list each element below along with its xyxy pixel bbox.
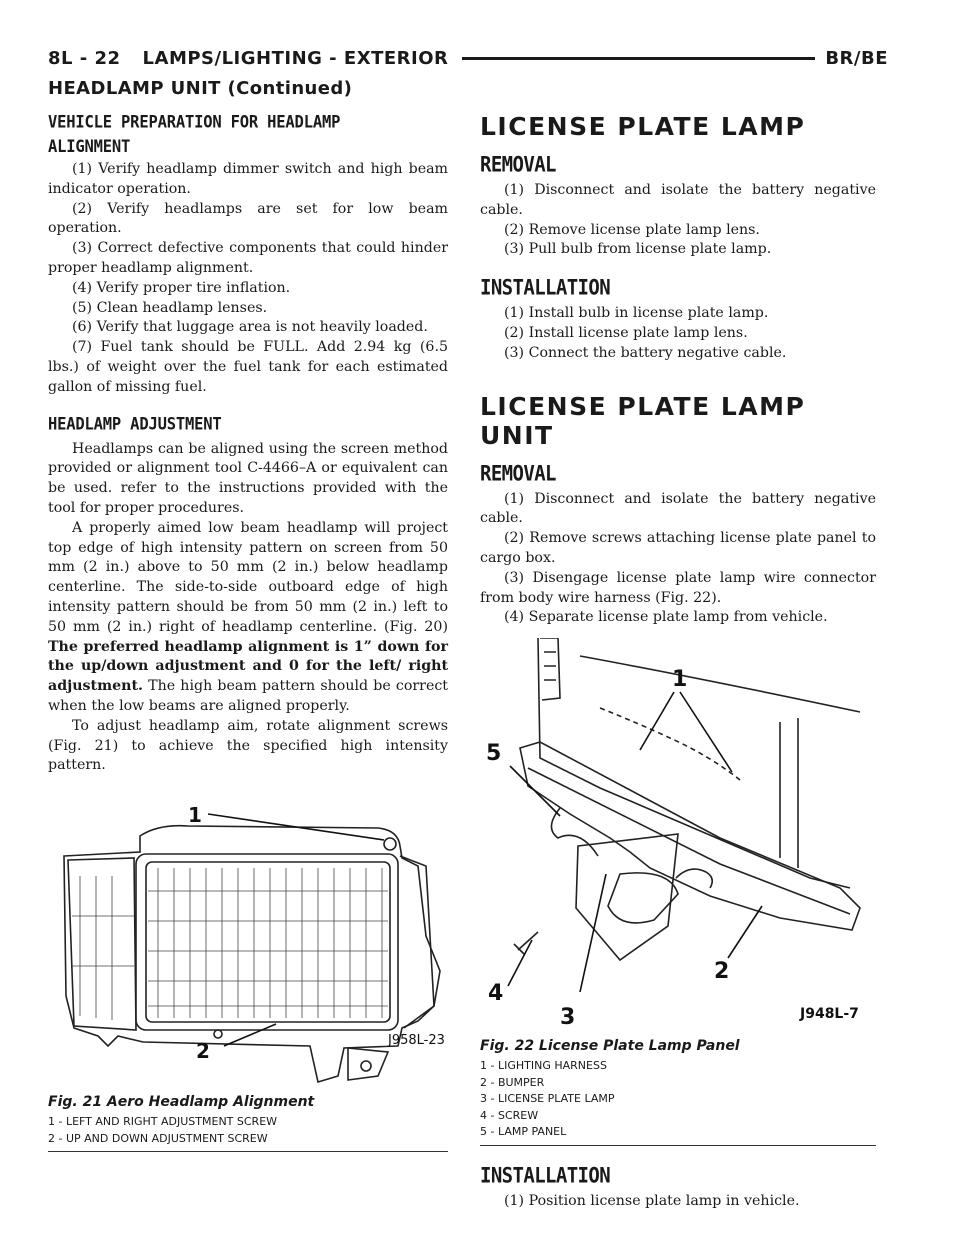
tail-light-lines (544, 652, 556, 680)
page-header (48, 44, 888, 72)
model-code: BR/BE (825, 47, 888, 69)
figure-code: J958L-23 (388, 1033, 445, 1049)
section-title: LAMPS/LIGHTING - EXTERIOR (142, 47, 449, 69)
legend-item: 3 - LICENSE PLATE LAMP (480, 1092, 615, 1106)
legend-rule (480, 1145, 876, 1146)
unit-installation-heading: INSTALLATION (480, 1163, 611, 1188)
adjust-bold-text: The preferred headlamp alignment is 1” down for the up/down adjustment and 0 for the left/ right adjustment. (48, 638, 448, 695)
license-plate-lamp-unit-heading: LICENSE PLATE LAMP UNIT (480, 391, 806, 450)
screw-top (384, 838, 396, 850)
prep-step: (6) Verify that luggage area is not heavily loaded. (72, 319, 428, 336)
adjust-paragraph-1: Headlamps can be aligned using the screen method provided or alignment tool C-4466–A or equivalent can be used. refer to the instructions provided with the tool for proper procedures. (48, 440, 448, 516)
adjust-paragraph-2 (48, 519, 448, 717)
side-panel (68, 858, 136, 1030)
box-top-line (580, 656, 860, 712)
unit-removal-step: (1) Disconnect and isolate the battery negative cable. (480, 490, 876, 527)
legend-item: 1 - LIGHTING HARNESS (480, 1059, 607, 1073)
figure-code: J948L-7 (800, 1006, 859, 1023)
lens-inner (146, 862, 390, 1022)
prep-step: (5) Clean headlamp lenses. (72, 299, 268, 316)
callout-2: 2 (196, 1039, 210, 1064)
prep-heading (48, 110, 448, 158)
screw-bottom (214, 1030, 222, 1038)
figure-21-caption: Fig. 21 Aero Headlamp Alignment (48, 1094, 315, 1111)
legend-rule (48, 1151, 448, 1152)
prep-step: (4) Verify proper tire inflation. (72, 279, 291, 296)
legend-item: 2 - UP AND DOWN ADJUSTMENT SCREW (48, 1131, 268, 1145)
continued-heading: HEADLAMP UNIT (Continued) (48, 78, 353, 99)
harness-route (600, 708, 740, 780)
lens-frame (136, 854, 398, 1030)
callout-1: 1 (672, 667, 688, 693)
prep-heading-line-1: VEHICLE PREPARATION FOR HEADLAMP (48, 112, 341, 132)
callout-1: 1 (188, 803, 202, 828)
prep-step: (1) Verify headlamp dimmer switch and high beam indicator operation. (48, 161, 448, 197)
license-plate-lamp (608, 873, 678, 923)
headlamp-illustration (48, 796, 448, 1086)
adjust-heading: HEADLAMP ADJUSTMENT (48, 413, 222, 434)
removal-heading: REMOVAL (480, 153, 556, 178)
callout-5: 5 (486, 741, 502, 767)
mount-hole (361, 1061, 371, 1071)
tailgate-edge (780, 718, 798, 868)
legend-item: 1 - LEFT AND RIGHT ADJUSTMENT SCREW (48, 1115, 278, 1129)
page-number: 8L - 22 (48, 47, 121, 69)
unit-removal-step: (2) Remove screws attaching license plate panel to cargo box. (480, 530, 876, 566)
right-column (480, 110, 876, 1211)
removal-step: (1) Disconnect and isolate the battery negative cable. (480, 182, 876, 218)
callout-2: 2 (714, 959, 730, 985)
lens-pattern (72, 868, 388, 1020)
prep-step: (7) Fuel tank should be FULL. Add 2.94 kg (6.5 lbs.) of weight over the fuel tank for each estimated gallon of missing fuel. (48, 339, 448, 395)
figure-22-caption: Fig. 22 License Plate Lamp Panel (480, 1038, 740, 1055)
removal-step: (2) Remove license plate lamp lens. (504, 221, 760, 238)
prep-step: (3) Correct defective components that could hinder proper headlamp alignment. (48, 240, 448, 276)
unit-removal-heading: REMOVAL (480, 461, 556, 486)
install-step: (1) Install bulb in license plate lamp. (504, 305, 769, 322)
installation-heading: INSTALLATION (480, 276, 611, 301)
left-column (48, 110, 448, 1152)
removal-step: (3) Pull bulb from license plate lamp. (504, 241, 772, 258)
housing-outline (64, 826, 440, 1082)
callout-4: 4 (488, 981, 504, 1007)
callout-3: 3 (560, 1005, 576, 1031)
adjust-text-tail: The high beam pattern should be correct when the low beams are aligned properly. (48, 678, 449, 714)
adjust-text: A properly aimed low beam headlamp will project top edge of high intensity pattern on screen from 50 mm (2 in.) above to 50 mm (2 in.) below headlamp centerline. The side-to-side outboard edge of high intensity pattern should be from 50 mm (2 in.) left to 50 mm (2 in.) right of headlamp centerline. (Fig. 20) (48, 519, 448, 635)
mount-tab (348, 1048, 388, 1080)
license-plate-lamp-heading: LICENSE PLATE LAMP (480, 112, 806, 141)
figure-21 (48, 796, 448, 1152)
prep-step: (2) Verify headlamps are set for low beam operation. (48, 200, 448, 237)
figure-22 (480, 638, 876, 1146)
license-plate-lamp-illustration (480, 638, 876, 1030)
callout-leaders (208, 814, 384, 1046)
adjust-paragraph-3: To adjust headlamp aim, rotate alignment screws (Fig. 21) to achieve the specified high intensity pattern. (48, 717, 448, 774)
legend-item: 2 - BUMPER (480, 1075, 545, 1089)
tail-light (540, 638, 560, 700)
prep-heading-line-2: ALIGNMENT (48, 136, 131, 157)
header-rule (462, 57, 815, 60)
install-step: (3) Connect the battery negative cable. (504, 344, 787, 361)
unit-removal-step: (4) Separate license plate lamp from vehicle. (504, 609, 828, 626)
unit-removal-step: (3) Disengage license plate lamp wire connector from body wire harness (Fig. 22). (480, 569, 876, 606)
legend-item: 4 - SCREW (480, 1108, 539, 1122)
unit-install-step: (1) Position license plate lamp in vehicle. (504, 1192, 800, 1209)
callout-leaders (508, 692, 762, 992)
install-step: (2) Install license plate lamp lens. (504, 324, 748, 341)
legend-item: 5 - LAMP PANEL (480, 1125, 567, 1139)
